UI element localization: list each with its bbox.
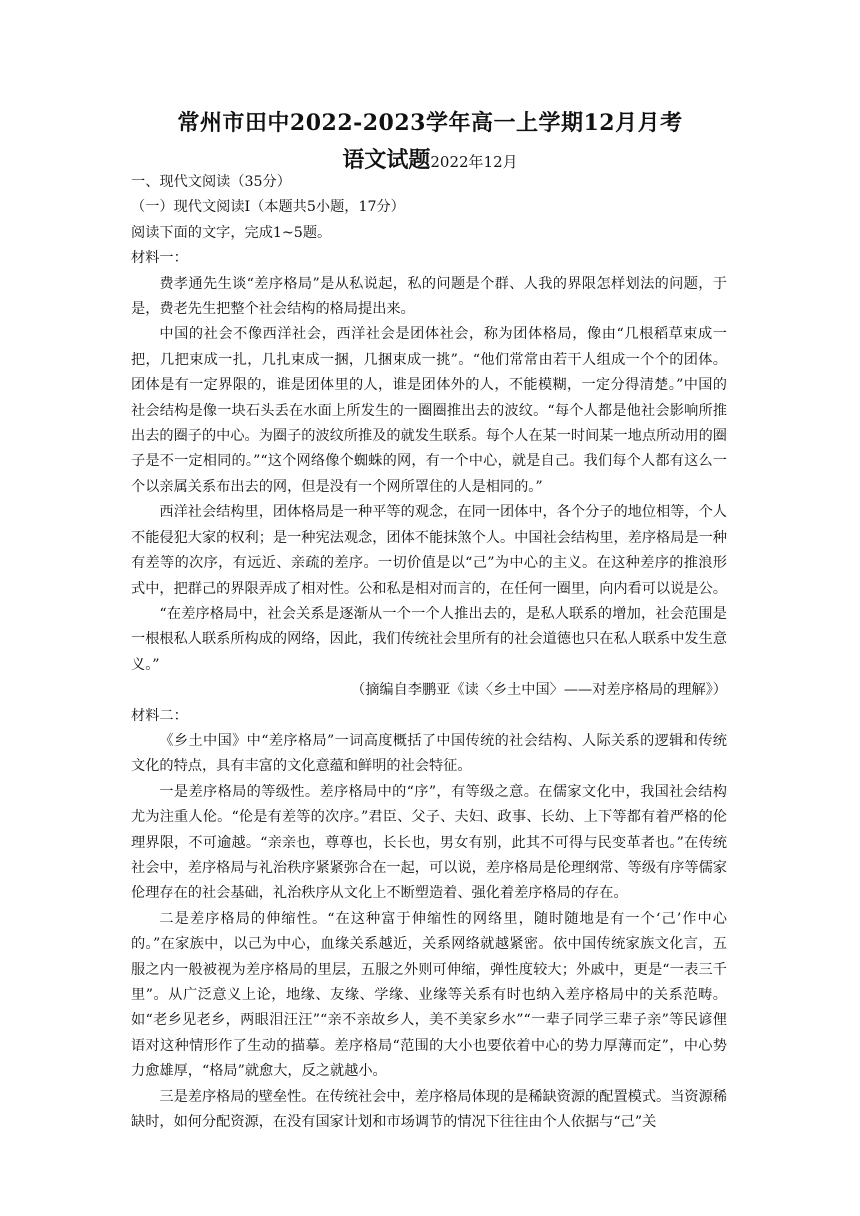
material-1-paragraph: 西洋社会结构里，团体格局是一种平等的观念，在同一团体中，各个分子的地位相等，个人不能侵犯大家的权利；是一种宪法观念，团体不能抹煞个人。中国社会结构里，差序格局是一种有差等的次序，有远近、亲疏的差序。一切价值是以“己”为中心的主义。在这种差序的推浪形式中，把群己的界限弄成了相对性。公和私是相对而言的，在任何一圈里，向内看可以说是公。 [131, 504, 727, 597]
material-1-paragraph: 中国的社会不像西洋社会，西洋社会是团体社会，称为团体格局，像由“几根稻草束成一把，几把束成一扎，几扎束成一捆，几捆束成一挑”。“他们常常由若干人组成一个个的团体。团体是有一定界限的，谁是团体里的人，谁是团体外的人，不能模糊，一定分得清楚。”中国的社会结构是像一块石头丢在水面上所发生的一圈圈推出去的波纹。“每个人都是他社会影响所推出去的圈子的中心。为圈子的波纹所推及的就发生联系。每个人在某一时间某一地点所动用的圈子是不一定相同的。”“这个网络像个蜘蛛的网，有一个中心，就是自己。我们每个人都有这么一个以亲属关系布出去的网，但是没有一个网所罩住的人是相同的。” [131, 326, 727, 495]
reading-instruction: 阅读下面的文字，完成1~5题。 [131, 224, 332, 241]
material-1-label: 材料一： [131, 250, 188, 267]
material-2-label: 材料二： [131, 707, 188, 724]
material-2-paragraph: 《乡土中国》中“差序格局”一词高度概括了中国传统的社会结构、人际关系的逻辑和传统文化的特点，具有丰富的文化意蕴和鲜明的社会特征。 [131, 732, 727, 775]
subject-title: 语文试题 [342, 147, 431, 173]
exam-title: 常州市田中2022-2023学年高一上学期12月月考 [177, 110, 683, 136]
exam-content [131, 170, 727, 1135]
section-subheading: （一）现代文阅读Ⅰ（本题共5小题，17分） [131, 199, 405, 216]
exam-date: 2022年12月 [430, 153, 518, 171]
material-2-paragraph: 一是差序格局的等级性。差序格局中的“序”，有等级之意。在儒家文化中，我国社会结构尤为注重人伦。“伦是有差等的次序。”君臣、父子、夫妇、政事、长幼、上下等都有着严格的伦理界限，不可逾越。“亲亲也，尊尊也，长长也，男女有别，此其不可得与民变革者也。”在传统社会中，差序格局与礼治秩序紧紧弥合在一起，可以说，差序格局是伦理纲常、等级有序等儒家伦理存在的社会基础，礼治秩序从文化上不断塑造着、强化着差序格局的存在。 [131, 783, 727, 902]
material-1-source: （摘编自李鹏亚《读〈乡土中国〉——对差序格局的理解》） [351, 682, 727, 699]
material-1-paragraph: 费孝通先生谈“差序格局”是从私说起，私的问题是个群、人我的界限怎样划法的问题，于是，费老先生把整个社会结构的格局提出来。 [131, 275, 727, 318]
material-1-paragraph: “在差序格局中，社会关系是逐渐从一个一个人推出去的，是私人联系的增加，社会范围是一根根私人联系所构成的网络，因此，我们传统社会里所有的社会道德也只在私人联系中发生意义。” [131, 605, 727, 673]
material-2-paragraph: 二是差序格局的伸缩性。“在这种富于伸缩性的网络里，随时随地是有一个‘己’作中心的。”在家族中，以己为中心，血缘关系越近，关系网络就越紧密。依中国传统家族文化言，五服之内一般被视为差序格局的里层，五服之外则可伸缩，弹性度较大；外戚中，更是“一表三千里”。从广泛意义上论，地缘、友缘、学缘、业缘等关系有时也纳入差序格局中的关系范畴。如“老乡见老乡，两眼泪汪汪”“亲不亲故乡人，美不美家乡水”“一辈子同学三辈子亲”等民谚俚语对这种情形作了生动的描摹。差序格局“范围的大小也要依着中心的势力厚薄而定”，中心势力愈雄厚，“格局”就愈大，反之就越小。 [131, 910, 727, 1080]
section-heading: 一、现代文阅读（35分） [131, 174, 291, 190]
material-2-paragraph: 三是差序格局的壁垒性。在传统社会中，差序格局体现的是稀缺资源的配置模式。当资源稀缺时，如何分配资源，在没有国家计划和市场调节的情况下往往由个人依据与“己”关 [131, 1088, 727, 1131]
